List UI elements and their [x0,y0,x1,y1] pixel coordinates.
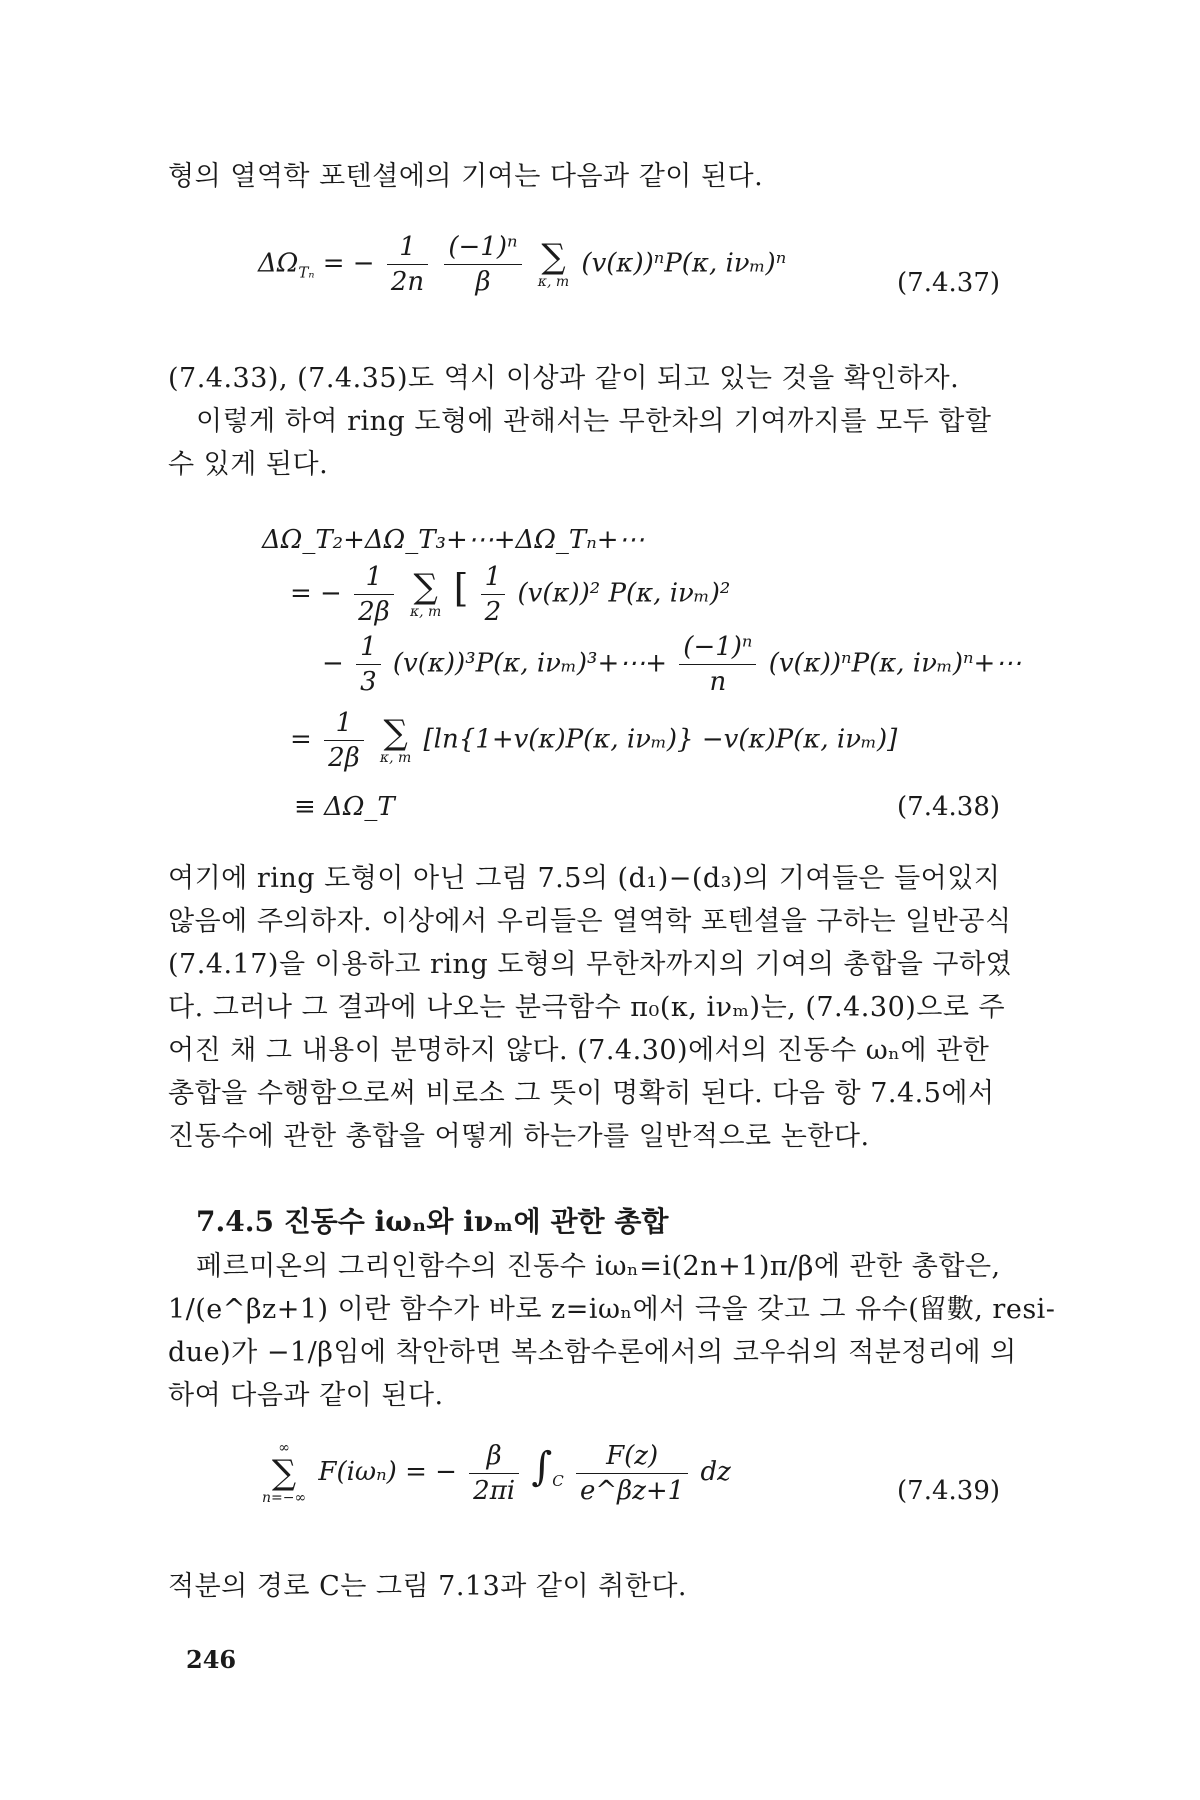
text-line: 적분의 경로 C는 그림 7.13과 같이 취한다. [168,1571,688,1602]
eq37-frac2: $\frac{\text{(−1)ⁿ}}{\beta}$ [444,232,521,297]
equation-number: (7.4.39) [897,1476,1000,1506]
equation-7-4-39: ∞ ∑ n=−∞ F(iωₙ) = − $\frac{\beta}{2\pi i}$ $\int_C$ $\frac{F(z)}{e\^{}\beta z+1}$ dz [262,1440,731,1506]
text-line: 총합을 수행함으로써 비로소 그 뜻이 명확히 된다. 다음 항 7.4.5에서 [168,1078,995,1109]
text-line: 진동수에 관한 총합을 어떻게 하는가를 일반적으로 논한다. [168,1121,870,1152]
text-line: 다. 그러나 그 결과에 나오는 분극함수 π₀(κ, iνₘ)는, (7.4.30)으로 주 [168,992,1006,1023]
text-line: 이렇게 하여 ring 도형에 관해서는 무한차의 기여까지를 모두 합할 [196,406,992,437]
text-line: 않음에 주의하자. 이상에서 우리들은 열역학 포텐셜을 구하는 일반공식 [168,906,1012,937]
text-line: 형의 열역학 포텐셜에의 기여는 다음과 같이 된다. [168,161,764,192]
eq37-lhs: ΔΩ [258,248,299,279]
eq39-sum: ∞ ∑ n=−∞ [262,1440,307,1506]
eq37-body: (v(κ))ⁿP(κ, iνₘ)ⁿ [581,248,787,279]
text-line: 어진 채 그 내용이 분명하지 않다. (7.4.30)에서의 진동수 ωₙ에 관한 [168,1035,990,1066]
eq37-lhs-sub: Tₙ [298,263,315,282]
section-title: 7.4.5 진동수 iωₙ와 iνₘ에 관한 총합 [196,1205,669,1238]
equation-number: (7.4.37) [897,268,1000,298]
eq38-line4: = $\frac{1}{2\beta}$ ∑ κ, m [ln{1+v(κ)P(κ, iνₘ)} −v(κ)P(κ, iνₘ)] [290,708,898,773]
equation-7-4-37 [258,232,786,297]
eq38-line1: ΔΩ_T₂+ΔΩ_T₃+⋯+ΔΩ_Tₙ+⋯ [262,525,645,555]
text-line: 하여 다음과 같이 된다. [168,1380,444,1411]
text-line: (7.4.33), (7.4.35)도 역시 이상과 같이 되고 있는 것을 확인하자. [168,363,960,394]
eq37-frac1: $\frac{1}{2n}$ [387,232,428,297]
equation-number: (7.4.38) [897,792,1000,822]
text-line: due)가 −1/β임에 착안하면 복소함수론에서의 코우쉬의 적분정리에 의 [168,1337,1017,1368]
page-number: 246 [186,1645,237,1674]
eq37-equals: = − [322,248,375,279]
text-line: 페르미온의 그리인함수의 진동수 iωₙ=i(2n+1)π/β에 관한 총합은, [196,1251,1001,1282]
eq38-line2: = − $\frac{1}{2\beta}$ ∑ κ, m [ $\frac{1}{2}$ (v(κ))² P(κ, iνₘ)² [290,562,731,627]
text-line: 1/(e^βz+1) 이란 함수가 바로 z=iωₙ에서 극을 갖고 그 유수(留數, resi- [168,1294,1056,1325]
text-line: (7.4.17)을 이용하고 ring 도형의 무한차까지의 기여의 총합을 구하였 [168,949,1013,980]
text-line: 여기에 ring 도형이 아닌 그림 7.5의 (d₁)−(d₃)의 기여들은 들어있지 [168,863,1001,894]
eq38-line3: − $\frac{1}{3}$ (v(κ))³P(κ, iνₘ)³+⋯+ $\frac{\text{(−1)ⁿ}}{n}$ (v(κ))ⁿP(κ, iνₘ)ⁿ+⋯ [322,632,1022,697]
eq38-line5: ≡ ΔΩ_T [294,792,395,822]
text-line: 수 있게 된다. [168,449,329,480]
eq37-sum: ∑ κ, m [537,236,570,290]
